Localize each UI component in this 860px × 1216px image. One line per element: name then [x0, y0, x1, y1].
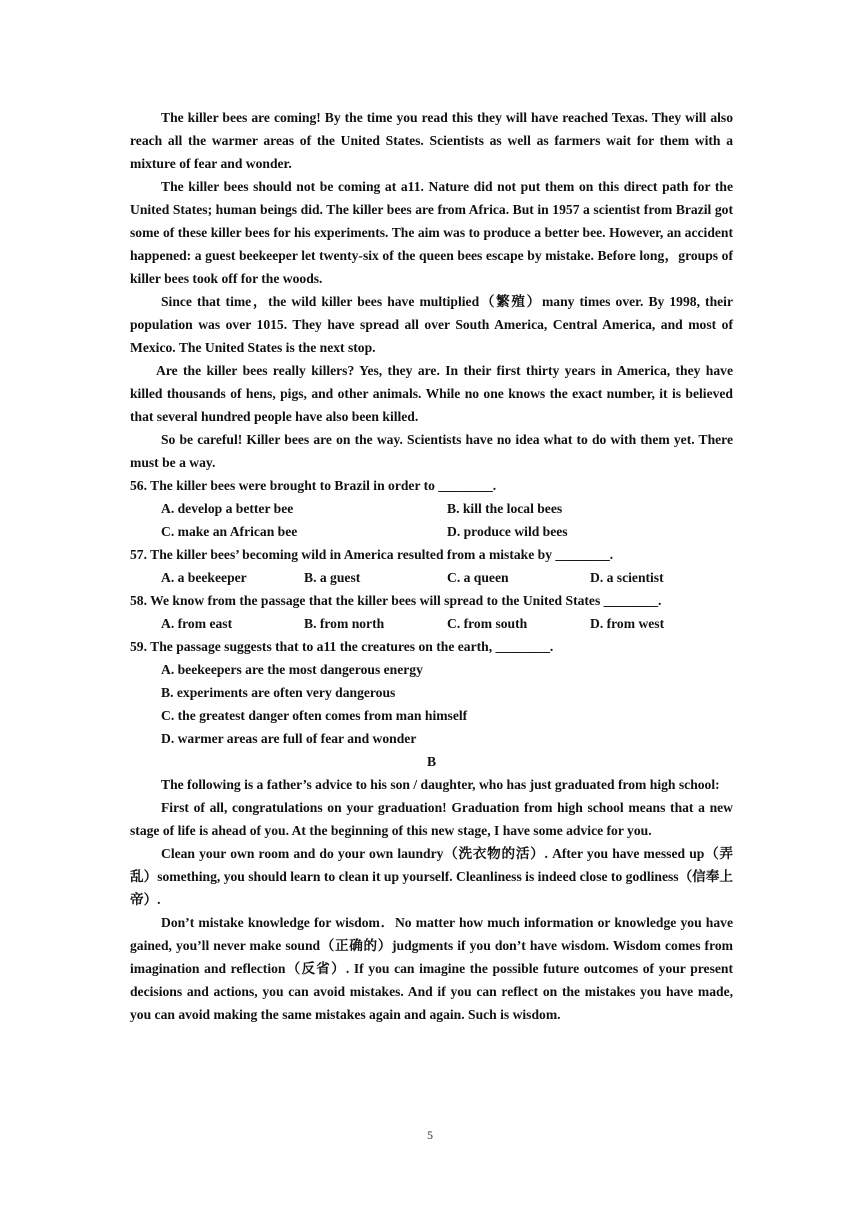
passage-a-paragraph-2: The killer bees should not be coming at a11. Nature did not put them on this direct path for the United States; human beings did. The killer bees are from Africa. But in 1957 a scientist from Brazil got some of these killer bees for his experiments. The aim was to produce a better bee. However, an accident happened: a guest beekeeper let twenty-six of the queen bees escape by mistake. Before long，groups of killer bees took off for the woods. [130, 179, 733, 286]
question-56-options-row-1 [130, 497, 733, 520]
passage-b-paragraph-3: Clean your own room and do your own laundry（洗衣物的活）. After you have messed up（弄乱）something, you should learn to clean it up yourself. Cleanliness is indeed close to godliness（信奉上帝）. [130, 846, 733, 907]
question-59-option-a: A. beekeepers are the most dangerous energy [161, 662, 423, 677]
question-58-options [130, 612, 733, 635]
passage-b-paragraph-4: Don’t mistake knowledge for wisdom．No matter how much information or knowledge you have gained, you’ll never make sound（正确的）judgments if you don’t have wisdom. Wisdom comes from imagination and reflection（反省）. If you can imagine the possible future outcomes of your present decisions and actions, you can avoid mistakes. And if you can reflect on the mistakes you have made, you can avoid making the same mistakes again and again. Such is wisdom. [130, 915, 733, 1022]
question-56-stem: 56. The killer bees were brought to Brazil in order to ________. [130, 478, 497, 493]
question-56-option-c: C. make an African bee [161, 524, 298, 539]
question-58-option-d: D. from west [590, 616, 665, 631]
passage-b-paragraph-1: The following is a father’s advice to his son / daughter, who has just graduated from high school: [161, 777, 720, 792]
question-59-option-d: D. warmer areas are full of fear and wonder [161, 731, 417, 746]
question-59-stem: 59. The passage suggests that to a11 the creatures on the earth, ________. [130, 639, 554, 654]
passage-a-paragraph-5: So be careful! Killer bees are on the way. Scientists have no idea what to do with them yet. There must be a way. [130, 432, 733, 470]
passage-a-paragraph-3: Since that time，the wild killer bees have multiplied（繁殖）many times over. By 1998, their population was over 1015. They have spread all over South America, Central America, and most of Mexico. The United States is the next stop. [130, 294, 733, 355]
page-number: 5 [427, 1128, 433, 1142]
question-57-option-b: B. a guest [304, 570, 361, 585]
section-b-heading: B [426, 754, 437, 769]
question-59-option-b: B. experiments are often very dangerous [161, 685, 396, 700]
question-56-option-a: A. develop a better bee [161, 501, 294, 516]
question-56-option-d: D. produce wild bees [447, 524, 568, 539]
question-58-option-b: B. from north [304, 616, 385, 631]
question-56-option-b: B. kill the local bees [447, 501, 563, 516]
question-59-option-c: C. the greatest danger often comes from man himself [161, 708, 468, 723]
passage-b-paragraph-2: First of all, congratulations on your graduation! Graduation from high school means that a new stage of life is ahead of you. At the beginning of this new stage, I have some advice for you. [130, 800, 733, 838]
passage-a-paragraph-4: Are the killer bees really killers? Yes, they are. In their first thirty years in America, they have killed thousands of hens, pigs, and other animals. While no one knows the exact number, it is believed that several hundred people have also been killed. [130, 363, 733, 424]
question-57-option-d: D. a scientist [590, 570, 664, 585]
question-56-options-row-2 [130, 520, 733, 543]
question-58-stem: 58. We know from the passage that the killer bees will spread to the United States ________. [130, 593, 662, 608]
document-page [130, 106, 733, 1026]
question-57-option-a: A. a beekeeper [161, 570, 247, 585]
question-58-option-c: C. from south [447, 616, 528, 631]
question-57-options [130, 566, 733, 589]
passage-a-paragraph-1: The killer bees are coming! By the time you read this they will have reached Texas. They will also reach all the warmer areas of the United States. Scientists as well as farmers wait for them with a mixture of fear and wonder. [130, 110, 733, 171]
question-57-option-c: C. a queen [447, 570, 509, 585]
question-58-option-a: A. from east [161, 616, 233, 631]
question-57-stem: 57. The killer bees’ becoming wild in America resulted from a mistake by ________. [130, 547, 614, 562]
